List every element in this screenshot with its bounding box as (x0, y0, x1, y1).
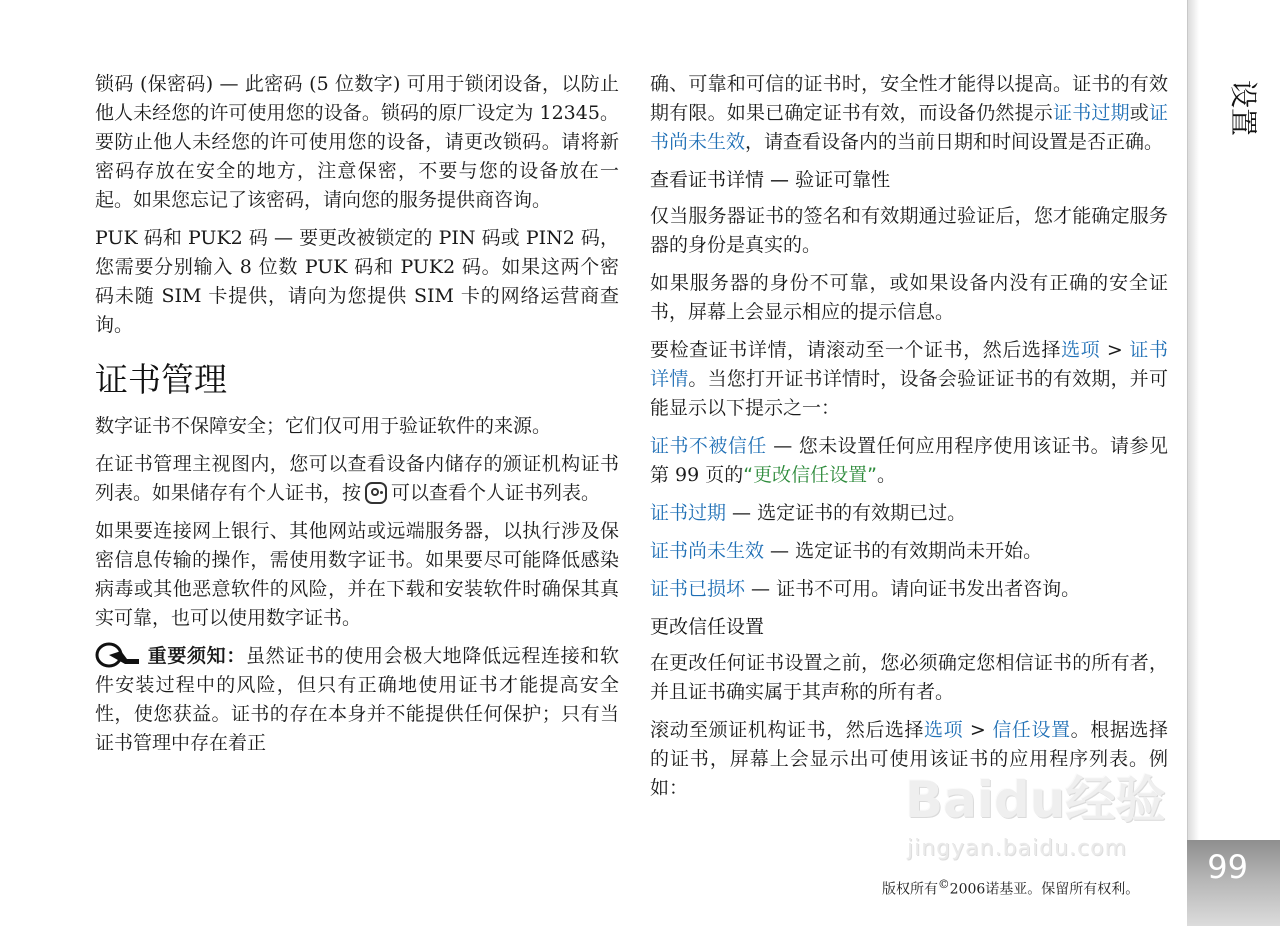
not-trusted-text-a: — 您未设置任何应用程序使用该证书。请参见第 99 页的 (650, 435, 1168, 486)
section-title: 设置 (1227, 80, 1260, 137)
scroll-text-a: 滚动至颁证机构证书，然后选择 (650, 719, 925, 741)
scroll-paragraph (650, 716, 1168, 803)
trust-settings-reference: “更改信任设置” (743, 464, 877, 486)
change-trust-heading: 更改信任设置 (650, 616, 765, 638)
right-column (650, 70, 1168, 812)
check-text-b: 。当您打开证书详情时，设备会验证证书的有效期，并可能显示以下提示之一： (650, 368, 1168, 419)
options-term: 选项 (1061, 339, 1101, 361)
note-label: 重要须知： (147, 645, 246, 667)
left-column (95, 70, 619, 767)
watermark-url: jingyan.baidu.com (907, 836, 1128, 861)
cert-management-heading: 证书管理 (95, 360, 227, 399)
expired-term: 证书过期 (650, 502, 727, 524)
validity-text-a: 确、可靠和可信的证书时，安全性才能得以提高。证书的有效期有限。如果已确定证书有效，而设备仍然提示 (650, 73, 1168, 124)
corrupted-text: — 证书不可用。请向证书发出者咨询。 (745, 578, 1081, 600)
watermark-logo: Baidu经验 (905, 771, 1166, 829)
corrupted-item (650, 575, 1168, 604)
copyright-symbol: © (938, 877, 950, 891)
validity-or: 或 (1129, 102, 1149, 124)
trust-paragraph: 在更改任何证书设置之前，您必须确定您相信证书的所有者，并且证书确实属于其声称的所有者。 (650, 652, 1168, 703)
not-yet-valid-item (650, 537, 1168, 566)
verify-paragraph: 仅当服务器证书的签名和有效期通过验证后，您才能确定服务器的身份是真实的。 (650, 205, 1168, 256)
cert-expired-term: 证书过期 (1053, 102, 1130, 124)
online-bank-paragraph: 如果要连接网上银行、其他网站或远端服务器，以执行涉及保密信息传输的操作，需使用数字证书。如果要尽可能降低感染病毒或其他恶意软件的风险，并在下载和安装软件时确保其真实可靠，也可以使用数字证书。 (95, 520, 619, 629)
lock-code-paragraph: 锁码 (保密码) — 此密码 (5 位数字) 可用于锁闭设备，以防止他人未经您的许可使用您的设备。锁码的原厂设定为 12345。要防止他人未经您的许可使用您的设备，请更改锁码。请将新密码存放在安全的地方，注意保密，不要与您的设备放在一起。如果您忘记了该密码，请向您的服务提供商咨询。 (95, 73, 619, 211)
digital-cert-paragraph: 数字证书不保障安全；它们仅可用于验证软件的来源。 (95, 415, 552, 437)
note-text: 虽然证书的使用会极大地降低远程连接和软件安装过程中的风险，但只有正确地使用证书才能提高安全性，使您获益。证书的存在本身并不能提供任何保护；只有当证书管理中存在着正 (95, 645, 619, 754)
app-key-icon (365, 482, 387, 504)
cert-list-text-a: 在证书管理主视图内，您可以查看设备内储存的颁证机构证书列表。如果储存有个人证书，按 (95, 453, 619, 504)
cert-list-text-b: 可以查看个人证书列表。 (391, 482, 601, 504)
options-term-2: 选项 (924, 719, 964, 741)
scroll-text-b: 。根据选择的证书，屏幕上会显示出可使用该证书的应用程序列表。例如： (650, 719, 1168, 799)
page-number: 99 (1207, 848, 1248, 886)
untrusted-paragraph: 如果服务器的身份不可靠，或如果设备内没有正确的安全证书，屏幕上会显示相应的提示信息。 (650, 272, 1168, 323)
not-yet-valid-term: 证书尚未生效 (650, 540, 765, 562)
footer-text-post: 2006诺基亚。保留所有权利。 (949, 881, 1140, 898)
check-details-paragraph (650, 336, 1168, 423)
cert-list-paragraph (95, 450, 619, 508)
not-trusted-text-b: 。 (876, 464, 896, 486)
not-trusted-item (650, 432, 1168, 490)
trust-settings-term: 信任设置 (992, 719, 1071, 741)
important-note (95, 642, 619, 758)
cert-validity-paragraph (650, 70, 1168, 157)
puk-code-paragraph: PUK 码和 PUK2 码 — 要更改被锁定的 PIN 码或 PIN2 码，您需要分别输入 8 位数 PUK 码和 PUK2 码。如果这两个密码未随 SIM 卡提供，请向为您提供 SIM 卡的网络运营商查询。 (95, 227, 619, 336)
page-number-tab (1187, 840, 1280, 926)
important-hand-icon (95, 642, 141, 668)
footer-text-pre: 版权所有 (882, 881, 938, 898)
view-details-heading: 查看证书详情 — 验证可靠性 (650, 169, 891, 191)
expired-text: — 选定证书的有效期已过。 (726, 502, 967, 524)
menu-separator-2: > (963, 719, 993, 741)
menu-separator: > (1100, 339, 1130, 361)
validity-text-b: ，请查看设备内的当前日期和时间设置是否正确。 (745, 131, 1164, 153)
check-text-a: 要检查证书详情，请滚动至一个证书，然后选择 (650, 339, 1062, 361)
cert-details-term: 证书详情 (650, 339, 1168, 390)
cert-not-yet-valid-term: 证书尚未生效 (650, 102, 1168, 153)
expired-item (650, 499, 1168, 528)
not-yet-valid-text: — 选定证书的有效期尚未开始。 (764, 540, 1043, 562)
not-trusted-term: 证书不被信任 (650, 435, 767, 457)
corrupted-term: 证书已损坏 (650, 578, 746, 600)
copyright-footer (882, 877, 1139, 899)
